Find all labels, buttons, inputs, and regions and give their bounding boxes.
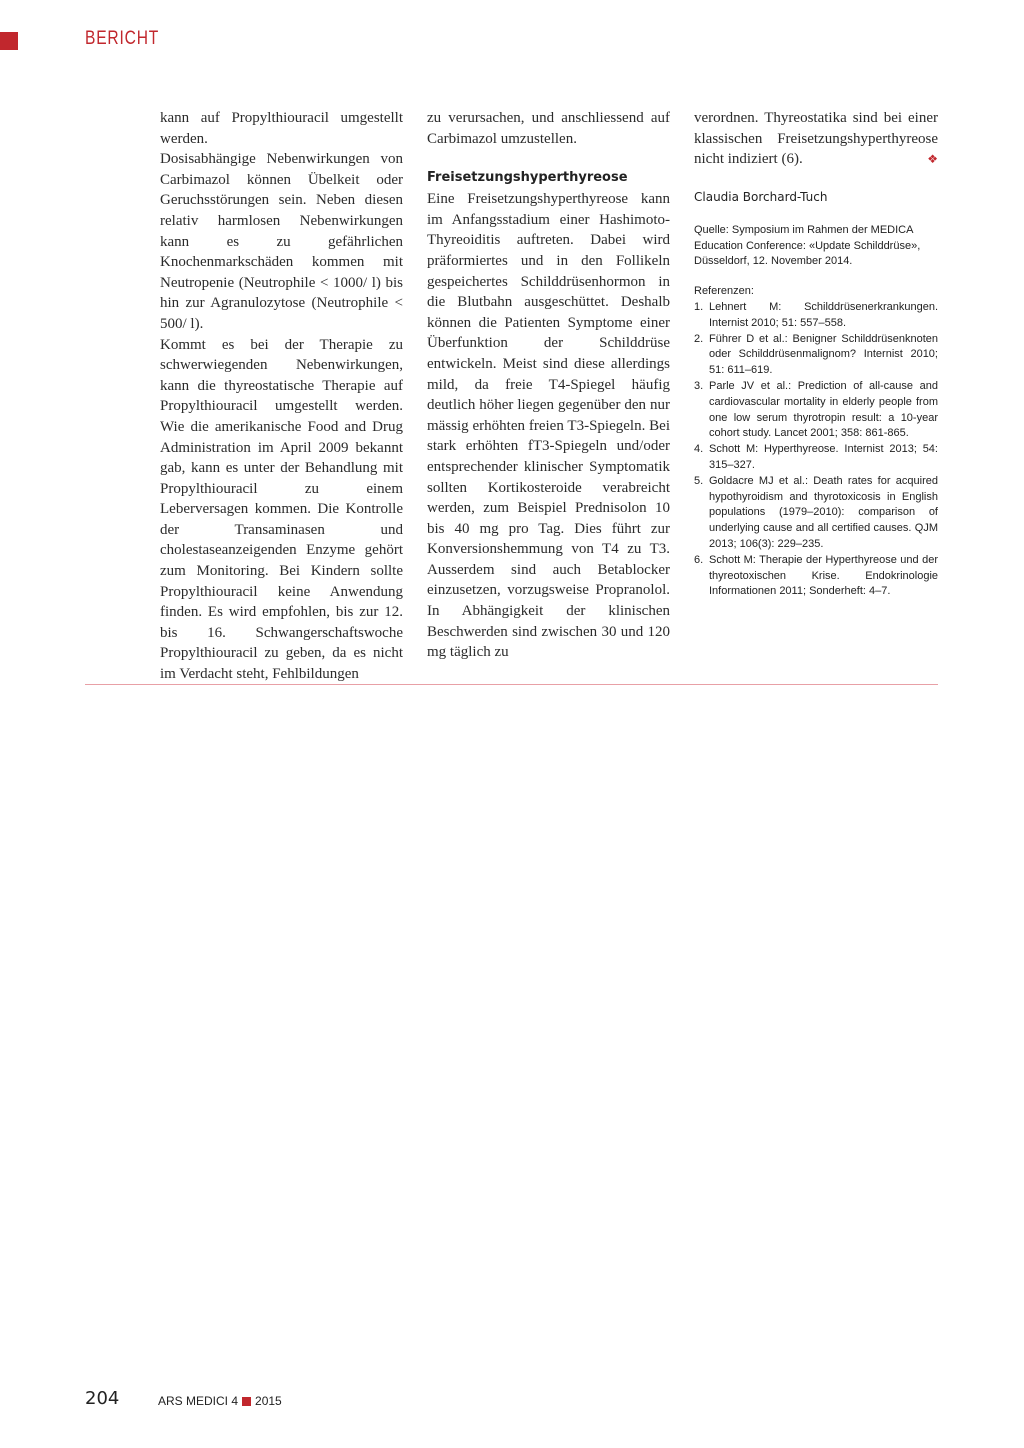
section-marker [0,32,18,50]
reference-item: 2. Führer D et al.: Benigner Schilddrüsenknoten oder Schilddrüsenmalignom? Internist 2010; 51: 611–619. [694,332,938,377]
divider-rule [85,684,938,685]
paragraph: kann auf Propylthiouracil umgestellt werden. [160,110,403,147]
section-heading: Freisetzungshyperthyreose [427,170,628,186]
reference-item: 6. Schott M: Therapie der Hyperthyreose und der thyreotoxischen Krise. Endokrinologie Informationen 2011; Sonderheft: 4–7. [694,553,938,598]
column-1 [160,108,403,685]
reference-item: 5. Goldacre MJ et al.: Death rates for acquired hypothyroidism and thyrotoxicosis in English populations (1979–2010): comparison of underlying cause and all certified causes. QJM 2013; 106(3): 229–235. [694,474,938,550]
journal-name: ARS MEDICI 4 [158,1394,239,1408]
journal-footer [158,1394,282,1408]
author: Claudia Borchard-Tuch [694,189,828,204]
column-2 [427,108,670,663]
source-note: Quelle: Symposium im Rahmen der MEDICA Education Conference: «Update Schilddrüse», Düsseldorf, 12. November 2014. [694,223,921,268]
paragraph: Eine Freisetzungshyperthyreose kann im Anfangsstadium einer Hashimoto-Thyreoiditis auftreten. Dabei wird präformiertes und in den Follikeln gespeichertes Schilddrüsenhormon in die Blutbahn ausgeschüttet. Deshalb können die Patienten Symptome einer Überfunktion der Schilddrüse entwickeln. Meist sind diese allerdings mild, da freie T4-Spiegel häufig deutlich höher liegen gegenüber den nur mässig erhöhten freien T3-Spiegeln. Bei stark erhöhten fT3-Spiegeln und/oder entsprechender klinischer Symptomatik sollten Kortikosteroide verabreicht werden, zum Beispiel Prednisolon 10 bis 40 mg pro Tag. Dies führt zur Konversionshemmung von T4 zu T3. Ausserdem sind auch Betablocker einzusetzen, vorzugsweise Propranolol. In Abhängigkeit der klinischen Beschwerden sind zwischen 30 und 120 mg täglich zu [427,191,670,661]
journal-year: 2015 [255,1394,282,1408]
references-title: Referenzen: [694,285,754,298]
paragraph: zu verursachen, und anschliessend auf Carbimazol umzustellen. [427,110,670,147]
reference-item: 1. Lehnert M: Schilddrüsenerkrankungen. Internist 2010; 51: 557–558. [694,300,938,329]
section-label: BERICHT [85,28,160,49]
paragraph [694,108,938,170]
paragraph-text: verordnen. Thyreostatika sind bei einer klassischen Freisetzungshyperthyreose nicht indiziert (6). [694,110,938,168]
reference-item: 4. Schott M: Hyperthyreose. Internist 2013; 54: 315–327. [694,443,938,471]
paragraph: Kommt es bei der Therapie zu schwerwiegenden Nebenwirkungen, kann die thyreostatische Therapie auf Propylthiouracil umgestellt werden. Wie die amerikanische Food and Drug Administration im April 2009 bekannt gab, kann es unter der Behandlung mit Propylthiouracil zu einem Leberversagen kommen. Die Kontrolle der Transaminasen und cholestaseanzeigenden Enzyme gehört zum Monitoring. Bei Kindern sollte Propylthiouracil keine Anwendung finden. Es wird empfohlen, bis zur 12. bis 16. Schwangerschaftswoche Propylthiouracil zu geben, da es nicht im Verdacht steht, Fehlbildungen [160,336,403,683]
end-mark-icon: ❖ [927,152,938,167]
references-list [694,300,938,600]
page-number: 204 [85,1388,120,1409]
paragraph: Dosisabhängige Nebenwirkungen von Carbimazol können Übelkeit oder Geruchsstörungen sein. Neben diesen relativ harmlosen Nebenwirkungen kann es zu gefährlichen Knochenmarkschäden kommen mit Neutropenie (Neutrophile < 1000/ l) bis hin zur Agranulozytose (Neutrophile < 500/ l). [160,151,403,332]
column-3 [694,108,938,600]
footer-square-icon [242,1397,251,1406]
reference-item: 3. Parle JV et al.: Prediction of all-cause and cardiovascular mortality in elderly people from one low serum thyrotropin result: a 10-year cohort study. Lancet 2001; 358: 861-865. [694,379,938,440]
